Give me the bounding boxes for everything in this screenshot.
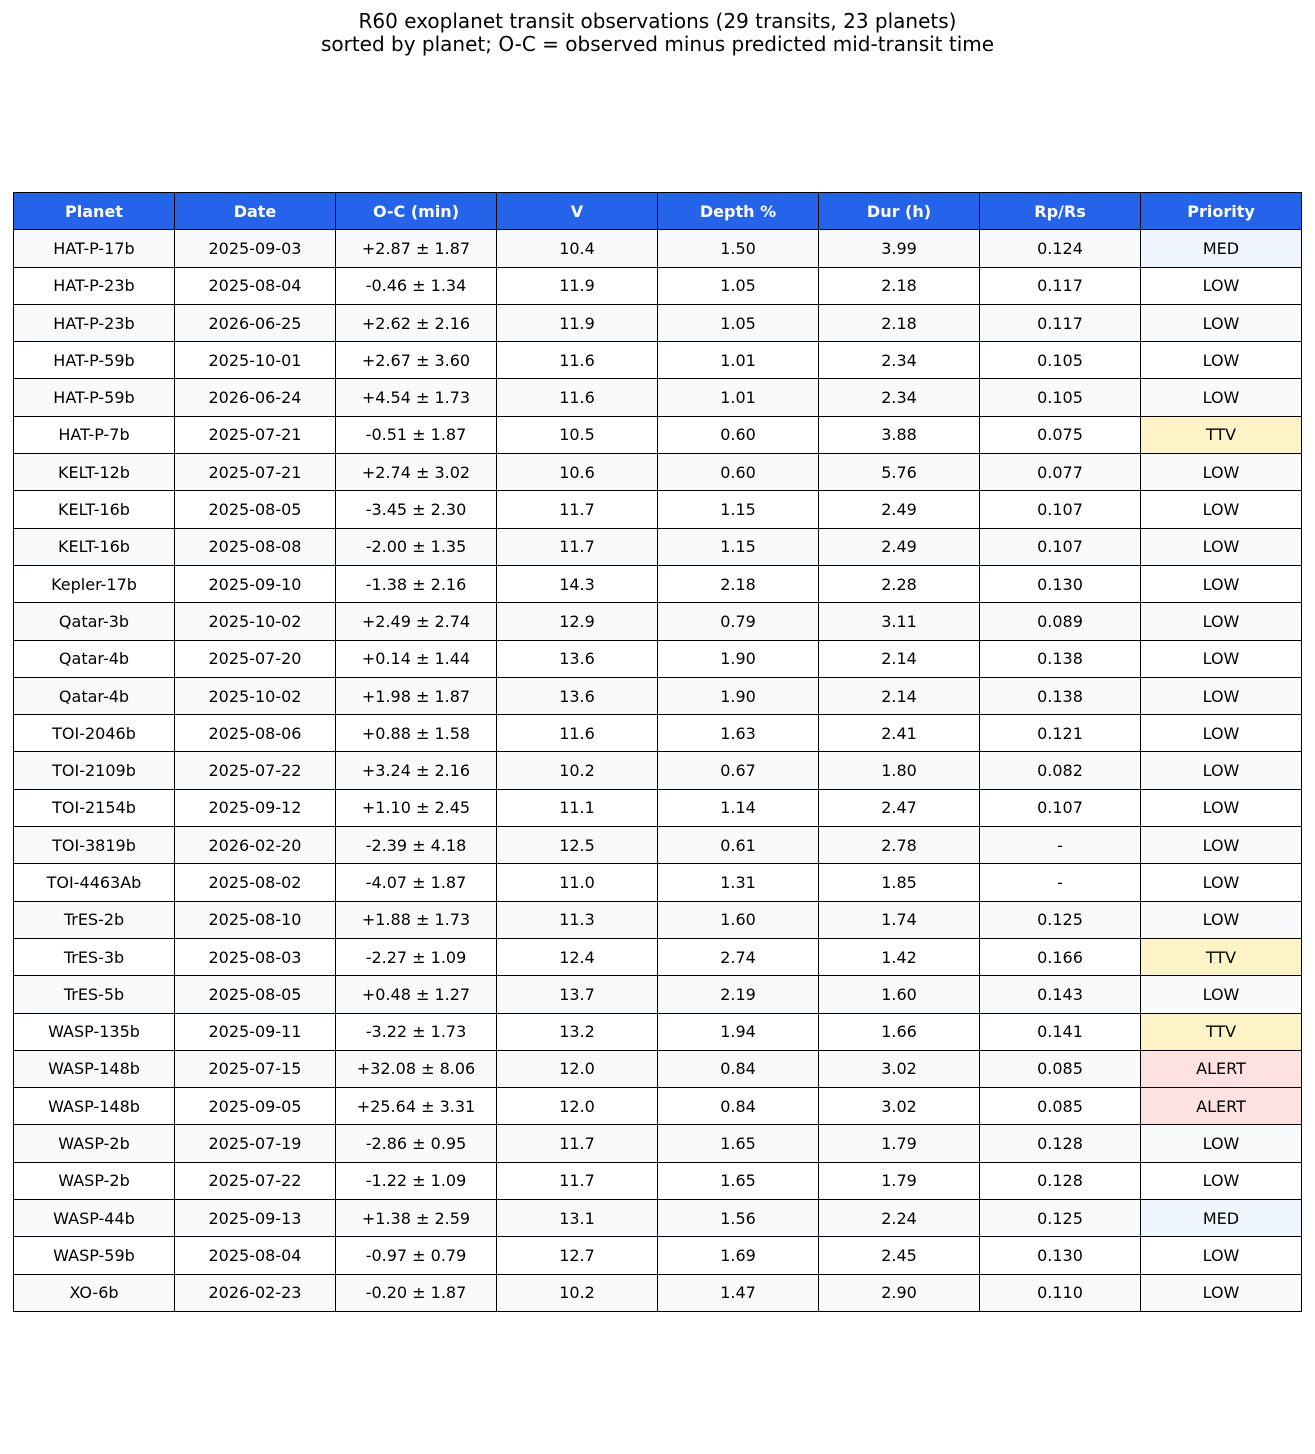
date-cell: 2025-07-22 — [175, 1162, 336, 1199]
v-cell: 11.9 — [497, 304, 658, 341]
oc-cell: -2.39 ± 4.18 — [336, 827, 497, 864]
planet-cell: HAT-P-17b — [14, 230, 175, 267]
duration-cell: 1.79 — [819, 1125, 980, 1162]
chart-subtitle: sorted by planet; O-C = observed minus predicted mid-transit time — [320, 32, 995, 56]
duration-cell: 2.47 — [819, 789, 980, 826]
date-cell: 2025-08-02 — [175, 864, 336, 901]
depth-cell: 1.05 — [658, 304, 819, 341]
rprs-cell: 0.075 — [980, 416, 1141, 453]
rprs-cell: 0.117 — [980, 267, 1141, 304]
rprs-cell: 0.107 — [980, 528, 1141, 565]
priority-cell: LOW — [1141, 1162, 1302, 1199]
rprs-cell: 0.128 — [980, 1125, 1141, 1162]
depth-cell: 1.14 — [658, 789, 819, 826]
depth-cell: 0.67 — [658, 752, 819, 789]
chart-title: R60 exoplanet transit observations (29 transits, 23 planets) — [358, 9, 957, 33]
priority-cell: ALERT — [1141, 1088, 1302, 1125]
figure-title — [0, 10, 1315, 56]
table-row — [14, 1125, 1302, 1162]
date-cell: 2026-02-23 — [175, 1274, 336, 1311]
date-cell: 2025-09-11 — [175, 1013, 336, 1050]
priority-cell: LOW — [1141, 827, 1302, 864]
duration-cell: 2.45 — [819, 1237, 980, 1274]
v-cell: 11.9 — [497, 267, 658, 304]
oc-cell: -3.22 ± 1.73 — [336, 1013, 497, 1050]
oc-cell: -2.27 ± 1.09 — [336, 938, 497, 975]
rprs-cell: - — [980, 864, 1141, 901]
depth-cell: 1.05 — [658, 267, 819, 304]
priority-cell: LOW — [1141, 1237, 1302, 1274]
planet-cell: Qatar-4b — [14, 640, 175, 677]
duration-cell: 2.41 — [819, 715, 980, 752]
planet-cell: TOI-3819b — [14, 827, 175, 864]
rprs-cell: 0.085 — [980, 1088, 1141, 1125]
oc-cell: -2.86 ± 0.95 — [336, 1125, 497, 1162]
priority-cell: TTV — [1141, 416, 1302, 453]
date-cell: 2025-10-02 — [175, 677, 336, 714]
priority-cell: LOW — [1141, 528, 1302, 565]
priority-cell: LOW — [1141, 640, 1302, 677]
table-body — [14, 230, 1302, 1312]
column-header-depth: Depth % — [658, 193, 819, 230]
oc-cell: +2.74 ± 3.02 — [336, 454, 497, 491]
oc-cell: -4.07 ± 1.87 — [336, 864, 497, 901]
priority-cell: LOW — [1141, 454, 1302, 491]
priority-cell: MED — [1141, 1200, 1302, 1237]
oc-cell: +1.88 ± 1.73 — [336, 901, 497, 938]
depth-cell: 1.65 — [658, 1162, 819, 1199]
transit-table — [13, 192, 1302, 1312]
duration-cell: 3.11 — [819, 603, 980, 640]
v-cell: 10.4 — [497, 230, 658, 267]
oc-cell: -0.20 ± 1.87 — [336, 1274, 497, 1311]
oc-cell: -0.46 ± 1.34 — [336, 267, 497, 304]
table-row — [14, 640, 1302, 677]
priority-cell: LOW — [1141, 677, 1302, 714]
planet-cell: Qatar-4b — [14, 677, 175, 714]
rprs-cell: 0.124 — [980, 230, 1141, 267]
v-cell: 10.2 — [497, 752, 658, 789]
rprs-cell: 0.121 — [980, 715, 1141, 752]
duration-cell: 1.42 — [819, 938, 980, 975]
table-row — [14, 342, 1302, 379]
rprs-cell: 0.125 — [980, 1200, 1141, 1237]
date-cell: 2025-09-03 — [175, 230, 336, 267]
priority-cell: LOW — [1141, 901, 1302, 938]
oc-cell: -0.51 ± 1.87 — [336, 416, 497, 453]
planet-cell: WASP-2b — [14, 1125, 175, 1162]
date-cell: 2025-08-05 — [175, 491, 336, 528]
v-cell: 13.2 — [497, 1013, 658, 1050]
depth-cell: 1.15 — [658, 528, 819, 565]
oc-cell: +4.54 ± 1.73 — [336, 379, 497, 416]
oc-cell: -1.22 ± 1.09 — [336, 1162, 497, 1199]
date-cell: 2025-08-08 — [175, 528, 336, 565]
table-row — [14, 901, 1302, 938]
priority-cell: LOW — [1141, 1125, 1302, 1162]
oc-cell: -3.45 ± 2.30 — [336, 491, 497, 528]
priority-cell: LOW — [1141, 379, 1302, 416]
depth-cell: 2.18 — [658, 565, 819, 602]
v-cell: 12.0 — [497, 1088, 658, 1125]
depth-cell: 1.65 — [658, 1125, 819, 1162]
v-cell: 12.4 — [497, 938, 658, 975]
v-cell: 11.3 — [497, 901, 658, 938]
column-header-priority: Priority — [1141, 193, 1302, 230]
depth-cell: 1.56 — [658, 1200, 819, 1237]
v-cell: 11.7 — [497, 1162, 658, 1199]
priority-cell: LOW — [1141, 267, 1302, 304]
duration-cell: 2.28 — [819, 565, 980, 602]
rprs-cell: 0.089 — [980, 603, 1141, 640]
rprs-cell: 0.107 — [980, 491, 1141, 528]
rprs-cell: 0.105 — [980, 379, 1141, 416]
rprs-cell: 0.077 — [980, 454, 1141, 491]
priority-cell: MED — [1141, 230, 1302, 267]
oc-cell: -1.38 ± 2.16 — [336, 565, 497, 602]
duration-cell: 2.14 — [819, 640, 980, 677]
table-row — [14, 416, 1302, 453]
duration-cell: 2.34 — [819, 342, 980, 379]
duration-cell: 2.14 — [819, 677, 980, 714]
table-row — [14, 379, 1302, 416]
duration-cell: 2.49 — [819, 528, 980, 565]
v-cell: 11.6 — [497, 715, 658, 752]
planet-cell: HAT-P-23b — [14, 267, 175, 304]
v-cell: 11.6 — [497, 342, 658, 379]
table-row — [14, 304, 1302, 341]
duration-cell: 2.49 — [819, 491, 980, 528]
date-cell: 2025-09-05 — [175, 1088, 336, 1125]
planet-cell: TOI-4463Ab — [14, 864, 175, 901]
priority-cell: LOW — [1141, 565, 1302, 602]
priority-cell: LOW — [1141, 864, 1302, 901]
table-row — [14, 454, 1302, 491]
table-row — [14, 752, 1302, 789]
planet-cell: WASP-2b — [14, 1162, 175, 1199]
duration-cell: 2.18 — [819, 267, 980, 304]
duration-cell: 2.90 — [819, 1274, 980, 1311]
rprs-cell: 0.130 — [980, 1237, 1141, 1274]
date-cell: 2025-07-21 — [175, 454, 336, 491]
table-row — [14, 565, 1302, 602]
oc-cell: +2.62 ± 2.16 — [336, 304, 497, 341]
oc-cell: +1.98 ± 1.87 — [336, 677, 497, 714]
depth-cell: 0.79 — [658, 603, 819, 640]
oc-cell: +0.14 ± 1.44 — [336, 640, 497, 677]
column-header-date: Date — [175, 193, 336, 230]
table-row — [14, 1013, 1302, 1050]
oc-cell: +1.38 ± 2.59 — [336, 1200, 497, 1237]
planet-cell: TrES-5b — [14, 976, 175, 1013]
planet-cell: TOI-2154b — [14, 789, 175, 826]
v-cell: 14.3 — [497, 565, 658, 602]
priority-cell: LOW — [1141, 491, 1302, 528]
priority-cell: LOW — [1141, 789, 1302, 826]
duration-cell: 1.79 — [819, 1162, 980, 1199]
table-row — [14, 1274, 1302, 1311]
date-cell: 2025-08-04 — [175, 267, 336, 304]
oc-cell: +2.49 ± 2.74 — [336, 603, 497, 640]
depth-cell: 1.90 — [658, 677, 819, 714]
depth-cell: 1.60 — [658, 901, 819, 938]
priority-cell: LOW — [1141, 1274, 1302, 1311]
date-cell: 2025-08-10 — [175, 901, 336, 938]
v-cell: 11.1 — [497, 789, 658, 826]
table-row — [14, 938, 1302, 975]
planet-cell: HAT-P-7b — [14, 416, 175, 453]
header-row — [14, 193, 1302, 230]
rprs-cell: 0.130 — [980, 565, 1141, 602]
date-cell: 2026-06-25 — [175, 304, 336, 341]
duration-cell: 2.24 — [819, 1200, 980, 1237]
v-cell: 10.5 — [497, 416, 658, 453]
table-row — [14, 267, 1302, 304]
duration-cell: 3.99 — [819, 230, 980, 267]
date-cell: 2025-09-10 — [175, 565, 336, 602]
date-cell: 2025-08-03 — [175, 938, 336, 975]
priority-cell: ALERT — [1141, 1050, 1302, 1087]
rprs-cell: 0.125 — [980, 901, 1141, 938]
depth-cell: 1.90 — [658, 640, 819, 677]
rprs-cell: 0.138 — [980, 677, 1141, 714]
column-header-rprs: Rp/Rs — [980, 193, 1141, 230]
priority-cell: LOW — [1141, 715, 1302, 752]
table-row — [14, 1200, 1302, 1237]
oc-cell: +0.88 ± 1.58 — [336, 715, 497, 752]
planet-cell: HAT-P-59b — [14, 379, 175, 416]
depth-cell: 0.84 — [658, 1050, 819, 1087]
table-row — [14, 976, 1302, 1013]
duration-cell: 2.34 — [819, 379, 980, 416]
table-row — [14, 864, 1302, 901]
date-cell: 2025-08-04 — [175, 1237, 336, 1274]
depth-cell: 0.84 — [658, 1088, 819, 1125]
oc-cell: +1.10 ± 2.45 — [336, 789, 497, 826]
depth-cell: 2.74 — [658, 938, 819, 975]
v-cell: 11.0 — [497, 864, 658, 901]
rprs-cell: 0.128 — [980, 1162, 1141, 1199]
depth-cell: 1.01 — [658, 379, 819, 416]
date-cell: 2025-07-19 — [175, 1125, 336, 1162]
table-row — [14, 1162, 1302, 1199]
v-cell: 13.6 — [497, 640, 658, 677]
planet-cell: WASP-59b — [14, 1237, 175, 1274]
oc-cell: +2.67 ± 3.60 — [336, 342, 497, 379]
planet-cell: WASP-148b — [14, 1050, 175, 1087]
date-cell: 2025-10-01 — [175, 342, 336, 379]
date-cell: 2025-08-06 — [175, 715, 336, 752]
depth-cell: 0.60 — [658, 416, 819, 453]
oc-cell: +32.08 ± 8.06 — [336, 1050, 497, 1087]
duration-cell: 3.88 — [819, 416, 980, 453]
rprs-cell: 0.105 — [980, 342, 1141, 379]
duration-cell: 2.18 — [819, 304, 980, 341]
depth-cell: 0.61 — [658, 827, 819, 864]
table-row — [14, 491, 1302, 528]
depth-cell: 1.31 — [658, 864, 819, 901]
rprs-cell: 0.166 — [980, 938, 1141, 975]
rprs-cell: 0.143 — [980, 976, 1141, 1013]
priority-cell: LOW — [1141, 342, 1302, 379]
date-cell: 2025-07-21 — [175, 416, 336, 453]
planet-cell: KELT-16b — [14, 491, 175, 528]
depth-cell: 1.69 — [658, 1237, 819, 1274]
planet-cell: TrES-3b — [14, 938, 175, 975]
oc-cell: +0.48 ± 1.27 — [336, 976, 497, 1013]
table-row — [14, 715, 1302, 752]
v-cell: 11.7 — [497, 1125, 658, 1162]
date-cell: 2026-02-20 — [175, 827, 336, 864]
duration-cell: 3.02 — [819, 1050, 980, 1087]
table-row — [14, 230, 1302, 267]
date-cell: 2026-06-24 — [175, 379, 336, 416]
column-header-duration: Dur (h) — [819, 193, 980, 230]
v-cell: 11.6 — [497, 379, 658, 416]
rprs-cell: 0.110 — [980, 1274, 1141, 1311]
oc-cell: +2.87 ± 1.87 — [336, 230, 497, 267]
table-row — [14, 603, 1302, 640]
column-header-v: V — [497, 193, 658, 230]
duration-cell: 5.76 — [819, 454, 980, 491]
rprs-cell: 0.117 — [980, 304, 1141, 341]
date-cell: 2025-09-13 — [175, 1200, 336, 1237]
date-cell: 2025-10-02 — [175, 603, 336, 640]
duration-cell: 1.66 — [819, 1013, 980, 1050]
rprs-cell: 0.141 — [980, 1013, 1141, 1050]
v-cell: 12.7 — [497, 1237, 658, 1274]
v-cell: 12.9 — [497, 603, 658, 640]
date-cell: 2025-07-15 — [175, 1050, 336, 1087]
duration-cell: 1.60 — [819, 976, 980, 1013]
table-row — [14, 789, 1302, 826]
planet-cell: WASP-135b — [14, 1013, 175, 1050]
duration-cell: 1.74 — [819, 901, 980, 938]
date-cell: 2025-08-05 — [175, 976, 336, 1013]
priority-cell: LOW — [1141, 304, 1302, 341]
table-row — [14, 1237, 1302, 1274]
depth-cell: 1.01 — [658, 342, 819, 379]
table-row — [14, 677, 1302, 714]
priority-cell: LOW — [1141, 752, 1302, 789]
table-row — [14, 528, 1302, 565]
planet-cell: HAT-P-23b — [14, 304, 175, 341]
duration-cell: 1.85 — [819, 864, 980, 901]
oc-cell: -2.00 ± 1.35 — [336, 528, 497, 565]
v-cell: 13.7 — [497, 976, 658, 1013]
depth-cell: 1.47 — [658, 1274, 819, 1311]
duration-cell: 1.80 — [819, 752, 980, 789]
column-header-oc: O-C (min) — [336, 193, 497, 230]
table-row — [14, 1050, 1302, 1087]
column-header-planet: Planet — [14, 193, 175, 230]
depth-cell: 2.19 — [658, 976, 819, 1013]
v-cell: 12.5 — [497, 827, 658, 864]
depth-cell: 1.15 — [658, 491, 819, 528]
v-cell: 11.7 — [497, 528, 658, 565]
depth-cell: 1.94 — [658, 1013, 819, 1050]
v-cell: 10.6 — [497, 454, 658, 491]
v-cell: 13.1 — [497, 1200, 658, 1237]
depth-cell: 1.50 — [658, 230, 819, 267]
oc-cell: -0.97 ± 0.79 — [336, 1237, 497, 1274]
planet-cell: TrES-2b — [14, 901, 175, 938]
v-cell: 13.6 — [497, 677, 658, 714]
rprs-cell: 0.085 — [980, 1050, 1141, 1087]
depth-cell: 0.60 — [658, 454, 819, 491]
v-cell: 12.0 — [497, 1050, 658, 1087]
rprs-cell: 0.138 — [980, 640, 1141, 677]
priority-cell: TTV — [1141, 938, 1302, 975]
planet-cell: KELT-16b — [14, 528, 175, 565]
planet-cell: XO-6b — [14, 1274, 175, 1311]
date-cell: 2025-09-12 — [175, 789, 336, 826]
oc-cell: +25.64 ± 3.31 — [336, 1088, 497, 1125]
rprs-cell: 0.082 — [980, 752, 1141, 789]
priority-cell: TTV — [1141, 1013, 1302, 1050]
planet-cell: TOI-2109b — [14, 752, 175, 789]
planet-cell: KELT-12b — [14, 454, 175, 491]
v-cell: 10.2 — [497, 1274, 658, 1311]
date-cell: 2025-07-20 — [175, 640, 336, 677]
table-row — [14, 1088, 1302, 1125]
priority-cell: LOW — [1141, 603, 1302, 640]
planet-cell: HAT-P-59b — [14, 342, 175, 379]
planet-cell: WASP-44b — [14, 1200, 175, 1237]
table-row — [14, 827, 1302, 864]
duration-cell: 2.78 — [819, 827, 980, 864]
priority-cell: LOW — [1141, 976, 1302, 1013]
oc-cell: +3.24 ± 2.16 — [336, 752, 497, 789]
v-cell: 11.7 — [497, 491, 658, 528]
planet-cell: Kepler-17b — [14, 565, 175, 602]
depth-cell: 1.63 — [658, 715, 819, 752]
planet-cell: Qatar-3b — [14, 603, 175, 640]
planet-cell: TOI-2046b — [14, 715, 175, 752]
rprs-cell: 0.107 — [980, 789, 1141, 826]
duration-cell: 3.02 — [819, 1088, 980, 1125]
date-cell: 2025-07-22 — [175, 752, 336, 789]
planet-cell: WASP-148b — [14, 1088, 175, 1125]
rprs-cell: - — [980, 827, 1141, 864]
